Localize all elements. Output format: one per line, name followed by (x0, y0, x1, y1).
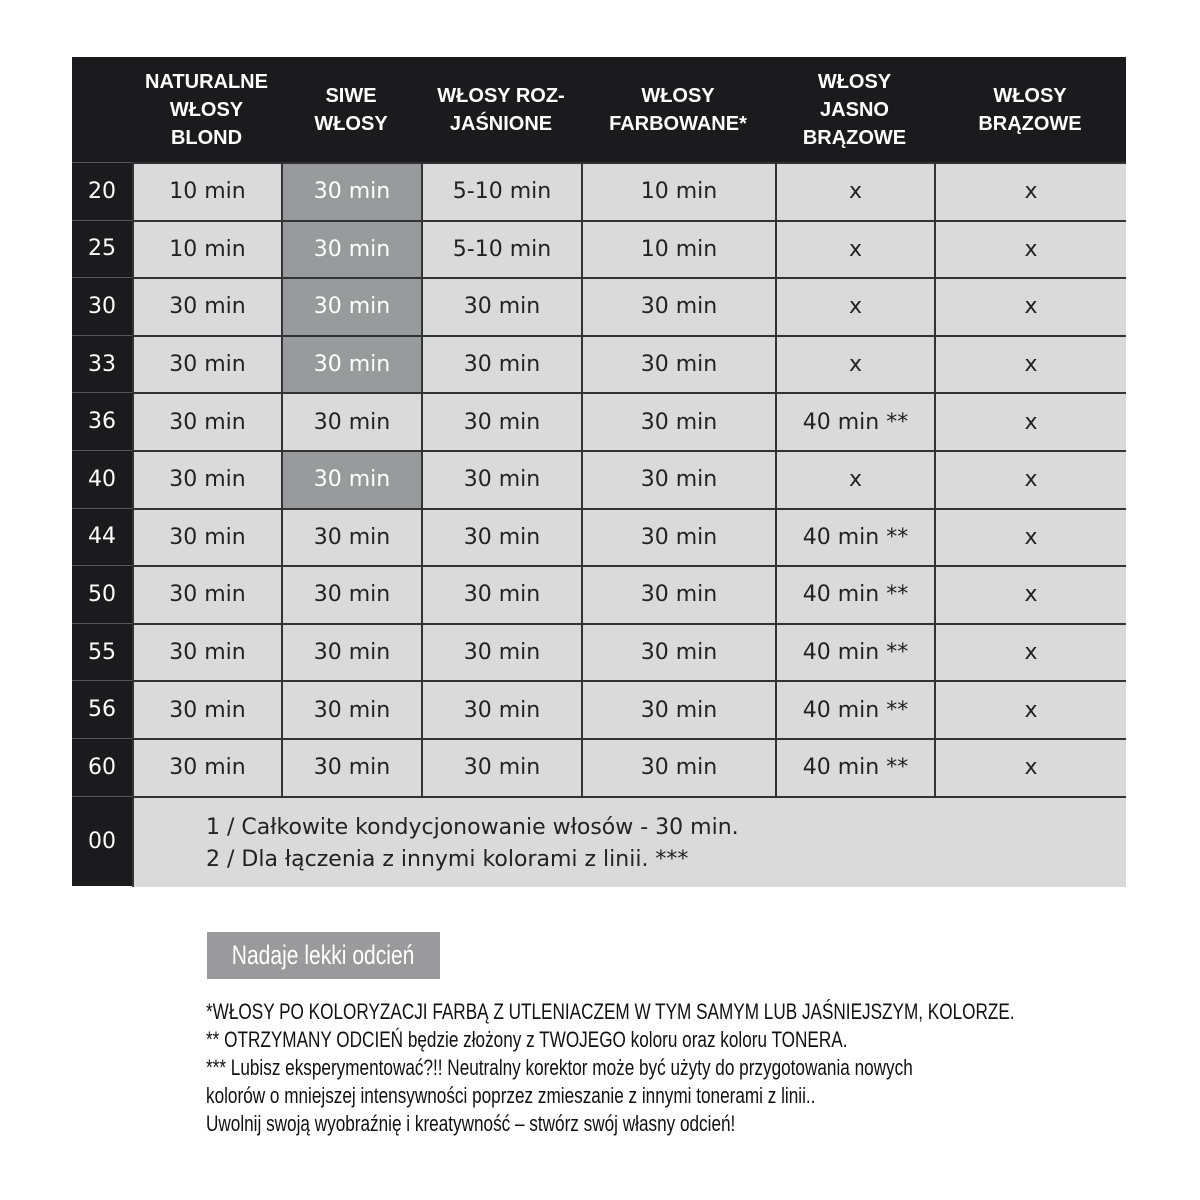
table-cell: 30 min (132, 680, 281, 738)
table-cell: 30 min (421, 680, 581, 738)
processing-time-table (72, 57, 1126, 886)
table-cell: 30 min (132, 738, 281, 796)
table-cell: x (934, 335, 1126, 393)
table-cell: 30 min (132, 392, 281, 450)
table-cell: 40 min ** (775, 508, 934, 566)
row-number: 36 (72, 392, 132, 450)
table-cell: 30 min (281, 680, 421, 738)
table-cell: x (934, 450, 1126, 508)
light-tint-badge (207, 932, 440, 979)
row-number: 30 (72, 277, 132, 335)
table-cell: 30 min (132, 450, 281, 508)
row-number: 00 (72, 796, 132, 887)
table-cell: x (934, 277, 1126, 335)
table-cell: x (775, 335, 934, 393)
row-number: 60 (72, 738, 132, 796)
column-header: WŁOSY FARBOWANE* (609, 84, 747, 135)
table-cell: 30 min (421, 392, 581, 450)
footnote: kolorów o mniejszej intensywności poprzez zmieszanie z innymi tonerami z linii.. (206, 1083, 816, 1108)
table-cell: x (775, 220, 934, 278)
table-cell: 10 min (132, 162, 281, 220)
table-cell: 30 min (421, 450, 581, 508)
table-cell: 30 min (581, 623, 775, 681)
column-header: NATURALNE WŁOSY BLOND (145, 70, 268, 149)
column-header: WŁOSY ROZ- JAŚNIONE (437, 84, 565, 135)
table-cell: x (934, 565, 1126, 623)
table-cell: 40 min ** (775, 392, 934, 450)
table-cell: x (934, 680, 1126, 738)
table-cell: x (934, 162, 1126, 220)
row-number: 55 (72, 623, 132, 681)
column-header: SIWE WŁOSY (314, 84, 388, 135)
table-cell: 5-10 min (421, 162, 581, 220)
row-number: 40 (72, 450, 132, 508)
table-cell: x (775, 162, 934, 220)
column-header: WŁOSY JASNO BRĄZOWE (802, 70, 907, 149)
table-cell: x (934, 220, 1126, 278)
row-number: 20 (72, 162, 132, 220)
table-cell: 40 min ** (775, 680, 934, 738)
footnotes (206, 998, 1015, 1138)
table-cell: 30 min (281, 738, 421, 796)
table-cell: 30 min (281, 335, 421, 393)
table-cell: 10 min (581, 220, 775, 278)
table-cell: 30 min (421, 738, 581, 796)
table-cell: 30 min (281, 565, 421, 623)
table-cell: 30 min (581, 450, 775, 508)
table-cell: 30 min (281, 450, 421, 508)
table-cell: 40 min ** (775, 738, 934, 796)
table-cell: 30 min (581, 565, 775, 623)
footnote: Uwolnij swoją wyobraźnię i kreatywność – stwórz swój własny odcień! (206, 1111, 736, 1136)
row-number: 25 (72, 220, 132, 278)
row-number: 33 (72, 335, 132, 393)
table-cell: 30 min (421, 508, 581, 566)
table-cell: 30 min (281, 623, 421, 681)
table-cell: 30 min (421, 335, 581, 393)
table-cell: 30 min (581, 335, 775, 393)
table-cell: x (934, 623, 1126, 681)
table-cell: 30 min (281, 508, 421, 566)
footnote: *WŁOSY PO KOLORYZACJI FARBĄ Z UTLENIACZEM W TYM SAMYM LUB JAŚNIEJSZYM, KOLORZE. (206, 999, 1015, 1024)
table-cell: x (934, 738, 1126, 796)
header-corner (72, 57, 132, 162)
table-cell: 30 min (421, 623, 581, 681)
table-cell: 30 min (421, 565, 581, 623)
table-cell: 30 min (581, 680, 775, 738)
table-cell: 10 min (581, 162, 775, 220)
table-cell: 5-10 min (421, 220, 581, 278)
table-cell: 30 min (581, 508, 775, 566)
table-cell: 30 min (581, 738, 775, 796)
footnote: ** OTRZYMANY ODCIEŃ będzie złożony z TWOJEGO koloru oraz koloru TONERA. (206, 1027, 848, 1052)
row-number: 56 (72, 680, 132, 738)
table-cell: x (775, 277, 934, 335)
table-cell: 30 min (421, 277, 581, 335)
badge-label: Nadaje lekki odcień (232, 940, 415, 970)
table-cell: x (934, 508, 1126, 566)
table-cell: x (775, 450, 934, 508)
table-cell: 30 min (132, 623, 281, 681)
table-cell: 30 min (281, 220, 421, 278)
column-header: WŁOSY BRĄZOWE (978, 84, 1082, 135)
table-cell: 30 min (132, 335, 281, 393)
table-cell: 10 min (132, 220, 281, 278)
table-cell: 30 min (281, 277, 421, 335)
table-cell: 30 min (132, 277, 281, 335)
note-line: 2 / Dla łączenia z innymi kolorami z linii. *** (206, 846, 689, 872)
note-line: 1 / Całkowite kondycjonowanie włosów - 30 min. (206, 814, 739, 840)
conditioning-note (132, 796, 1126, 887)
table-cell: 30 min (132, 508, 281, 566)
footnote: *** Lubisz eksperymentować?!! Neutralny korektor może być użyty do przygotowania nowych (206, 1055, 913, 1080)
table-cell: 30 min (581, 392, 775, 450)
table-cell: 40 min ** (775, 623, 934, 681)
table-cell: 40 min ** (775, 565, 934, 623)
table-cell: 30 min (281, 162, 421, 220)
table-cell: 30 min (581, 277, 775, 335)
table-cell: 30 min (132, 565, 281, 623)
table-cell: 30 min (281, 392, 421, 450)
row-number: 44 (72, 508, 132, 566)
table-cell: x (934, 392, 1126, 450)
row-number: 50 (72, 565, 132, 623)
